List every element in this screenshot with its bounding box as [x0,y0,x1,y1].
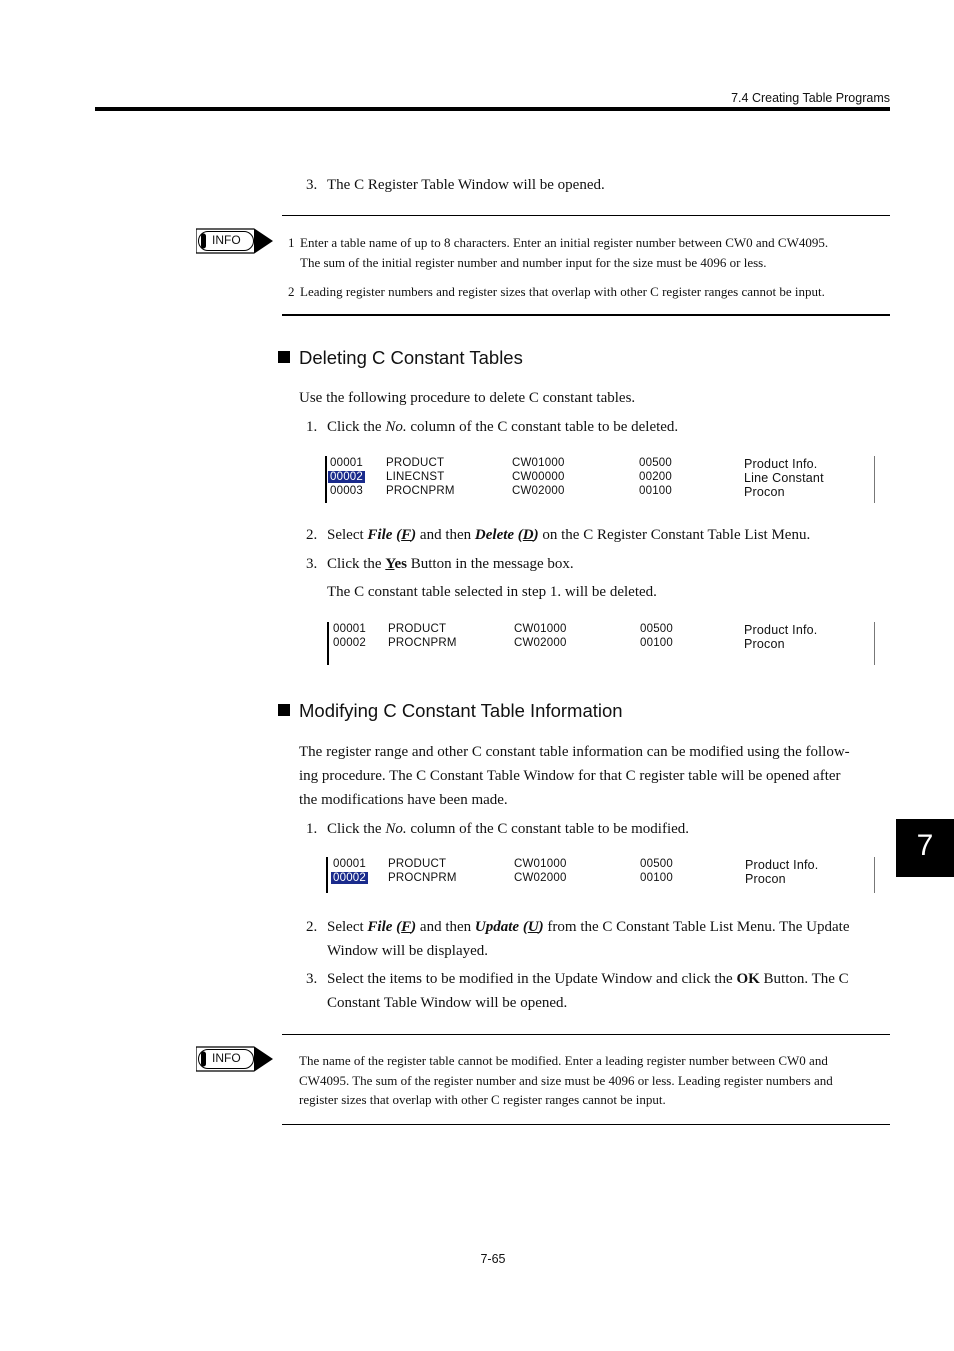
info-label: INFO [212,1051,241,1065]
step-number: 3. [306,177,318,193]
modify-step-1 [306,817,890,841]
step-text: Click the Yes Button in the message box. [327,556,574,572]
cell-size: 00100 [640,637,673,649]
cell-size: 00100 [639,485,672,497]
note-text: The name of the register table cannot be modified. Enter a leading register number between CW0 and [299,1053,828,1068]
menu-update: Update (U) [474,919,544,935]
table-border [874,622,875,665]
step-text: Select the items to be modified in the Update Window and click the OK Button. The C [327,971,849,987]
cell-no[interactable]: 00001 [333,623,366,635]
step-text: The C Register Table Window will be opened. [327,177,605,193]
cell-register: CW01000 [512,457,565,469]
para-line: the modifications have been made. [299,792,508,808]
cell-comment: Procon [744,485,785,499]
modify-step-2 [306,915,890,963]
step-number: 2. [306,919,318,935]
cell-size: 00500 [639,457,672,469]
note-text: Leading register numbers and register sizes that overlap with other C register ranges cannot be input. [300,284,825,299]
step-text: Constant Table Window will be opened. [327,995,568,1011]
menu-file: File (F) [367,919,417,935]
square-bullet-icon [278,704,290,716]
step-text: Select File (F) and then Delete (D) on the C Register Constant Table List Menu. [327,527,811,543]
cell-no[interactable]: 00002 [333,637,366,649]
cell-register: CW02000 [514,872,567,884]
note-text: CW4095. The sum of the register number and size must be 4096 or less. Leading register numbers and [299,1072,833,1088]
step-text: Select File (F) and then Update (U) from the C Constant Table List Menu. The Update [327,919,850,935]
modify-intro [299,740,890,812]
cell-no[interactable]: 00001 [333,858,366,870]
info-rule-top [282,215,890,216]
note-text: register sizes that overlap with other C register ranges cannot be input. [299,1092,666,1107]
note-number: 1 [288,235,295,250]
cell-no-selected[interactable]: 00002 [333,872,366,884]
info-rule-bottom [282,314,890,316]
delete-step-1 [306,415,890,439]
para-line: ing procedure. The C Constant Table Window for that C register table will be opened after [299,768,841,784]
cell-name: PROCNPRM [388,637,457,649]
cell-size: 00500 [640,858,673,870]
cell-comment: Line Constant [744,471,824,485]
step-number: 3. [306,971,318,987]
cell-name: LINECNST [386,471,445,483]
table-border [874,456,875,503]
square-bullet-icon [278,351,290,363]
cell-register: CW01000 [514,623,567,635]
info-label: INFO [212,233,241,247]
cell-name: PRODUCT [388,623,447,635]
heading-text: Deleting C Constant Tables [299,347,523,368]
step-text: Click the No. column of the C constant table to be deleted. [327,419,679,435]
header-rule [95,107,890,111]
yes-button-label: Yes [385,556,407,572]
cell-comment: Procon [745,872,786,886]
constant-table-list-before [325,456,875,503]
delete-result: The C constant table selected in step 1. will be deleted. [327,584,657,600]
delete-step-3 [306,552,890,576]
step-number: 2. [306,527,318,543]
info-rule-bottom [282,1124,890,1125]
heading-text: Modifying C Constant Table Information [299,700,623,721]
menu-delete: Delete (D) [474,527,539,543]
info-note-2 [299,1051,890,1110]
constant-table-list-after [327,622,875,665]
info-note-1 [288,233,890,302]
section-heading-delete [278,347,523,369]
cell-name: PROCNPRM [386,485,455,497]
section-heading-modify [278,700,623,722]
constant-table-list-modify [326,857,875,893]
cell-size: 00200 [639,471,672,483]
cell-comment: Product Info. [744,457,818,471]
cell-size: 00500 [640,623,673,635]
page-number: 7-65 [480,1252,506,1266]
para-line: The register range and other C constant table information can be modified using the follow- [299,744,850,760]
menu-file: File (F) [367,527,417,543]
step-text: Click the No. column of the C constant table to be modified. [327,821,690,837]
delete-intro: Use the following procedure to delete C constant tables. [299,390,636,406]
table-border [874,857,875,893]
step-number: 1. [306,419,318,435]
cell-register: CW02000 [512,485,565,497]
chapter-tab: 7 [896,819,954,877]
cell-name: PRODUCT [388,858,447,870]
step-text: Window will be displayed. [327,943,489,959]
cell-comment: Product Info. [745,858,819,872]
cell-no[interactable]: 00001 [330,457,363,469]
running-header: 7.4 Creating Table Programs [731,91,890,105]
step-number: 3. [306,556,318,572]
ok-button-label: OK [736,971,760,987]
intro-step [306,173,890,197]
note-number: 2 [288,284,295,299]
cell-no-selected[interactable]: 00002 [330,471,363,483]
cell-register: CW02000 [514,637,567,649]
info-rule-top [282,1034,890,1035]
cell-register: CW00000 [512,471,565,483]
cell-name: PRODUCT [386,457,445,469]
cell-no[interactable]: 00003 [330,485,363,497]
cell-comment: Procon [744,637,785,651]
cell-register: CW01000 [514,858,567,870]
step-number: 1. [306,821,318,837]
cell-size: 00100 [640,872,673,884]
cell-name: PROCNPRM [388,872,457,884]
note-text: Enter a table name of up to 8 characters. Enter an initial register number between CW0 and CW4095. [300,235,829,250]
cell-comment: Product Info. [744,623,818,637]
note-text: The sum of the initial register number and number input for the size must be 4096 or less. [300,254,767,270]
delete-step-2 [306,523,890,547]
modify-step-3 [306,967,890,1015]
